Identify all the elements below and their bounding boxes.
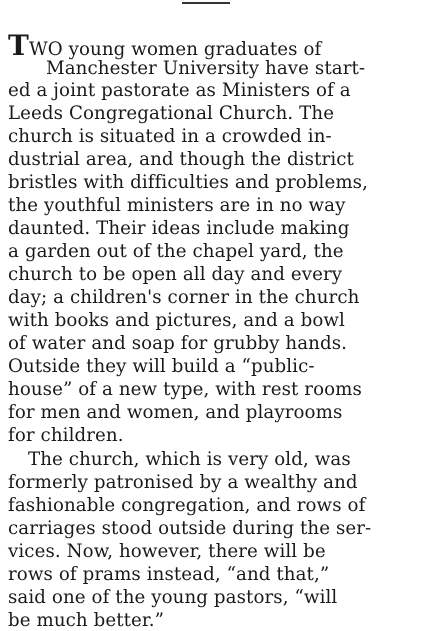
article-line: church to be open all day and every	[8, 264, 343, 285]
article-line: The church, which is very old, was	[28, 449, 351, 470]
article-line: dustrial area, and though the district	[8, 149, 354, 170]
article-line: said one of the young pastors, “will	[8, 587, 338, 608]
article-line: the youthful ministers are in no way	[8, 195, 346, 216]
article-line: formerly patronised by a wealthy and	[8, 472, 358, 493]
article-line: church is situated in a crowded in-	[8, 126, 332, 147]
article-line: house” of a new type, with rest rooms	[8, 379, 362, 400]
article-line: vices. Now, however, there will be	[8, 541, 326, 562]
article-line	[8, 29, 322, 62]
article-line: be much better.”	[8, 610, 164, 631]
article-line: a garden out of the chapel yard, the	[8, 241, 344, 262]
article-line: day; a children's corner in the church	[8, 287, 360, 308]
article-line: daunted. Their ideas include making	[8, 218, 350, 239]
article-line: carriages stood outside during the ser-	[8, 518, 372, 539]
article-line: for children.	[8, 425, 124, 446]
article-line: Outside they will build a “public-	[8, 356, 315, 377]
article-line: Leeds Congregational Church. The	[8, 103, 335, 124]
article-line: of water and soap for grubby hands.	[8, 333, 348, 354]
first-line-rest: WO young women graduates of	[28, 39, 322, 60]
article-line: fashionable congregation, and rows of	[8, 495, 366, 516]
drop-cap: T	[8, 29, 29, 62]
top-divider-rule	[182, 2, 230, 4]
article-line: with books and pictures, and a bowl	[8, 310, 345, 331]
article-line: ed a joint pastorate as Ministers of a	[8, 80, 351, 101]
article-line: Manchester University have start-	[46, 58, 366, 79]
article-line: bristles with difficulties and problems,	[8, 172, 368, 193]
article-line: for men and women, and playrooms	[8, 402, 343, 423]
article-line: rows of prams instead, “and that,”	[8, 564, 330, 585]
